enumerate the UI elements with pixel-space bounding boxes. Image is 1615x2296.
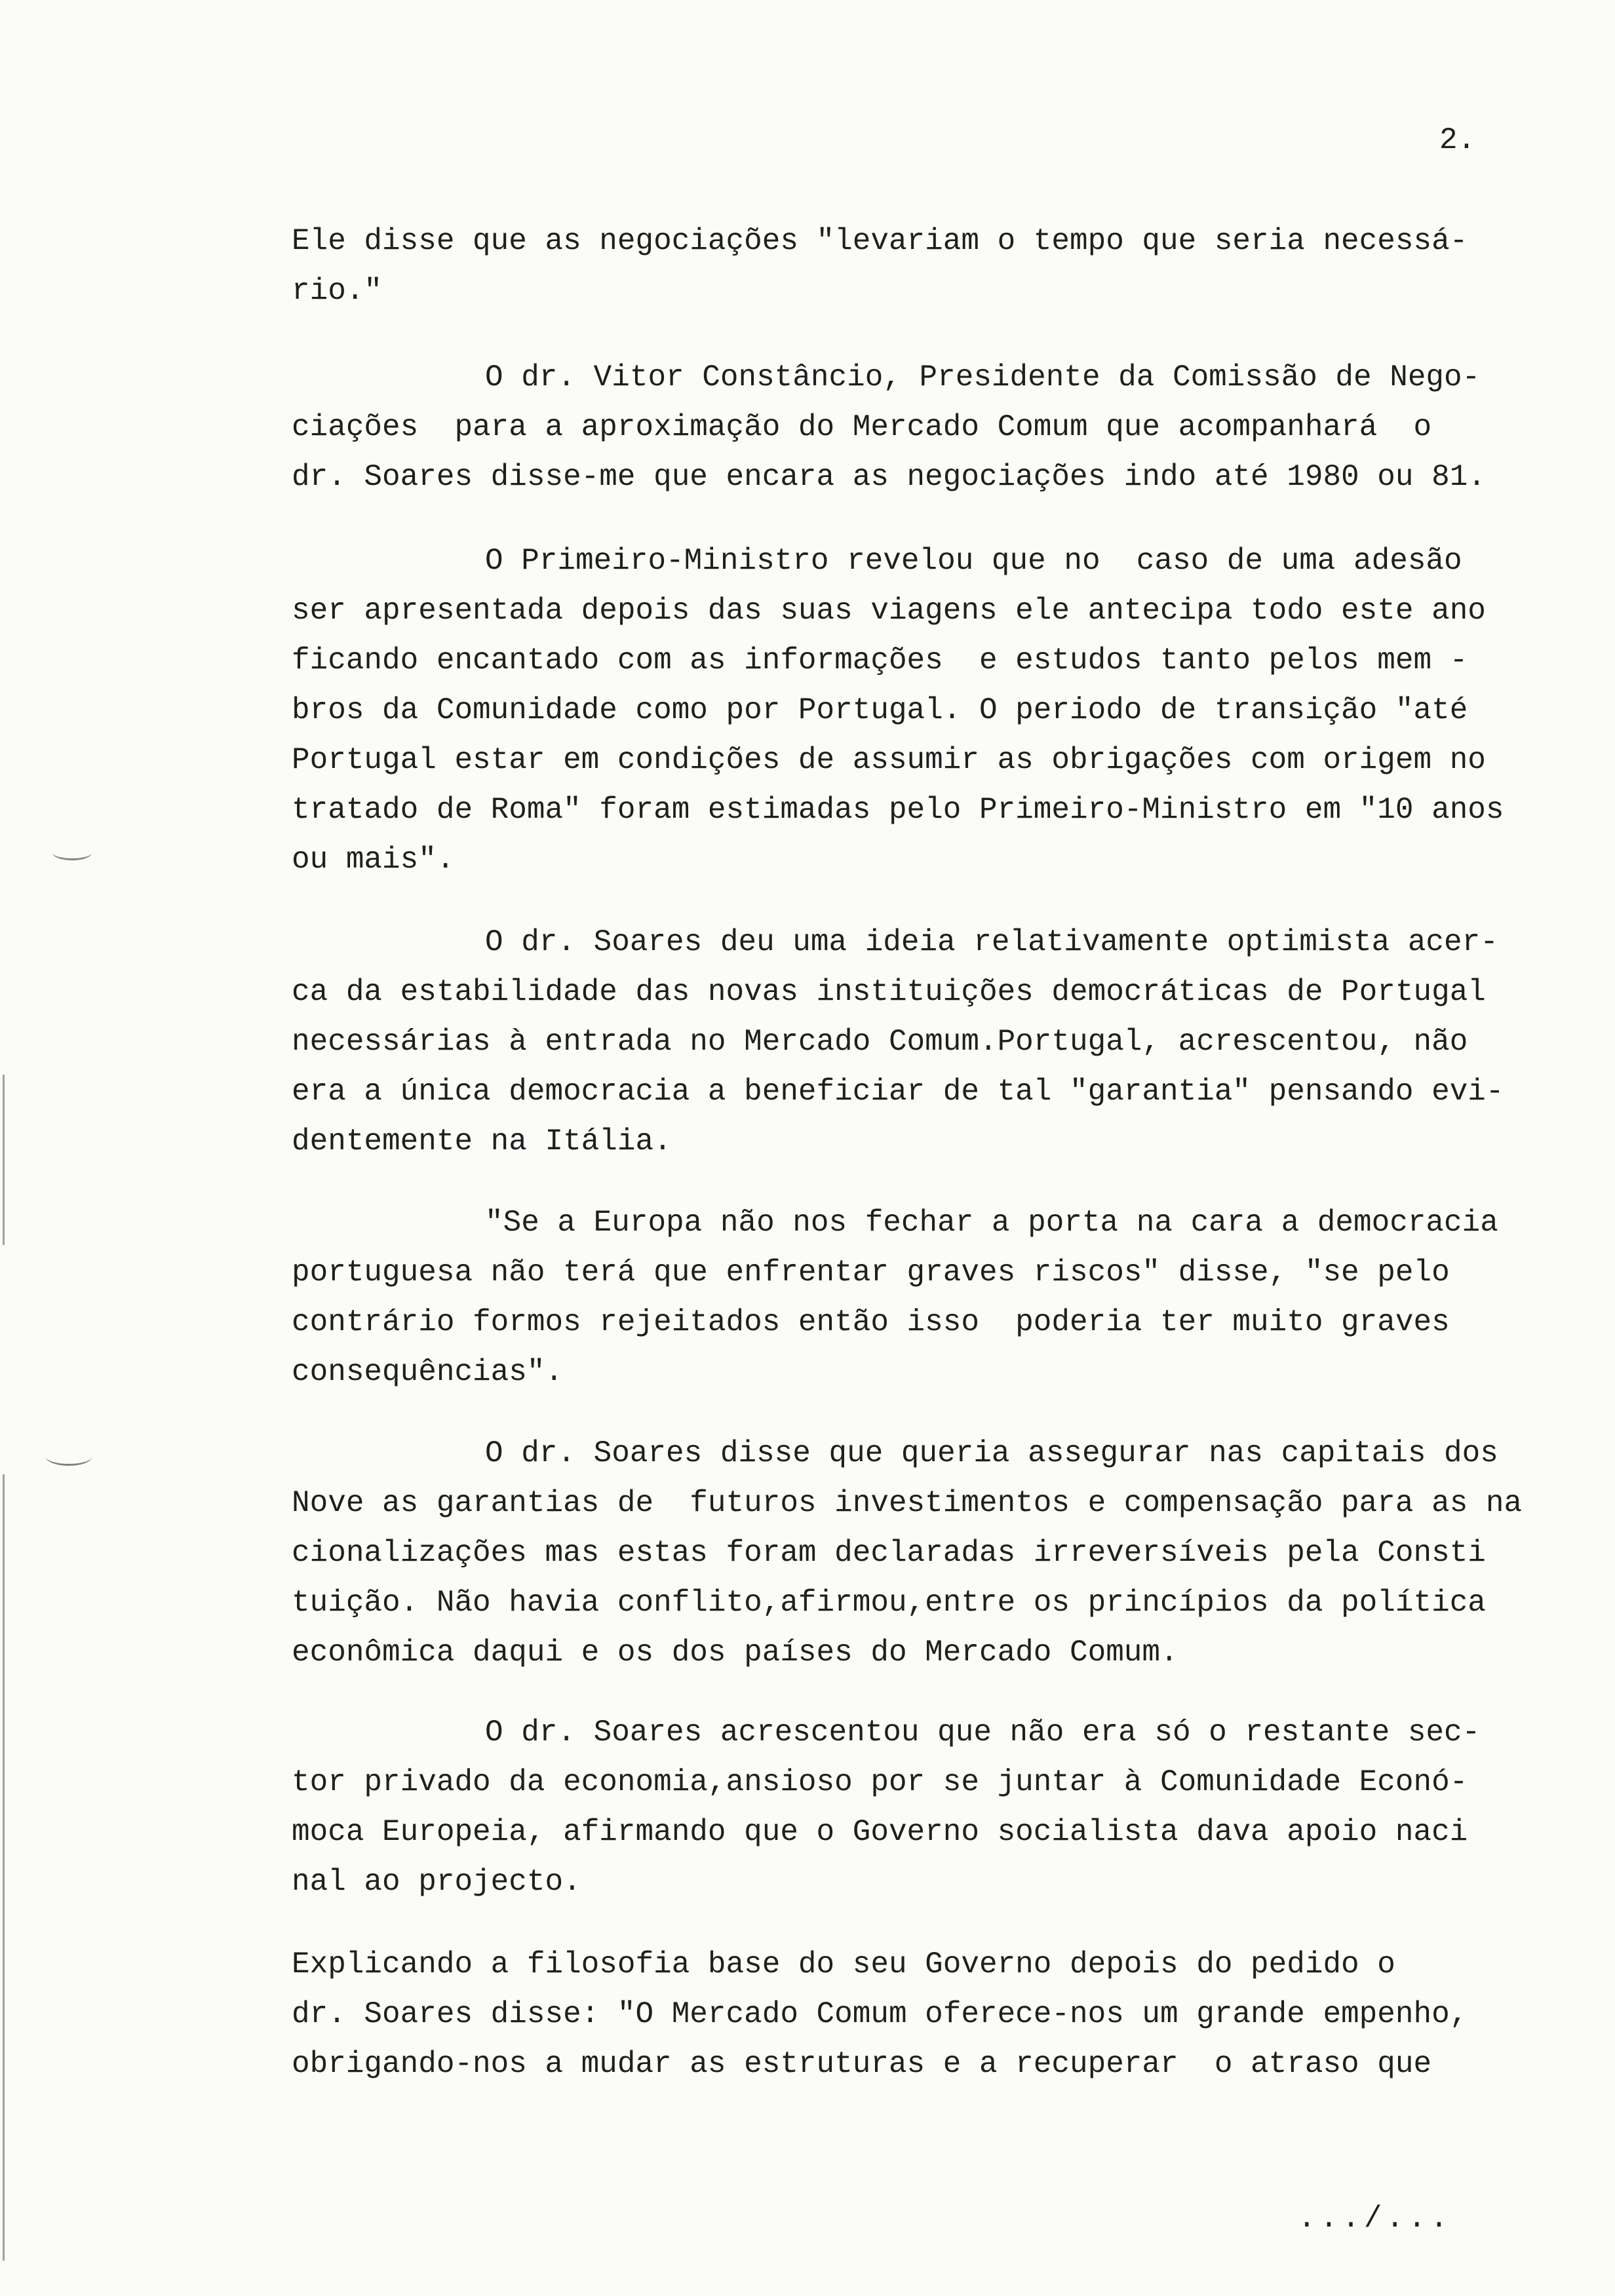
text-line: ser apresentada depois das suas viagens ele antecipa todo este ano: [292, 594, 1486, 628]
text-line: O dr. Soares acrescentou que não era só o restante sec-: [485, 1715, 1481, 1750]
text-line: moca Europeia, afirmando que o Governo socialista dava apoio naci: [292, 1815, 1468, 1849]
text-line: ciações para a aproximação do Mercado Comum que acompanhará o: [292, 410, 1432, 444]
text-line: portuguesa não terá que enfrentar graves riscos" disse, "se pelo: [292, 1255, 1450, 1290]
text-line: Explicando a filosofia base do seu Governo depois do pedido o: [292, 1947, 1395, 1981]
text-line: bros da Comunidade como por Portugal. O periodo de transição "até: [292, 693, 1468, 727]
paragraph: [292, 1940, 1596, 2089]
text-line: obrigando-nos a mudar as estruturas e a recuperar o atraso que: [292, 2047, 1432, 2081]
scan-edge-mark: [3, 1474, 5, 2261]
text-line: tuição. Não havia conflito,afirmou,entre os princípios da política: [292, 1586, 1486, 1620]
text-line: cionalizações mas estas foram declaradas irreversíveis pela Consti: [292, 1536, 1486, 1570]
text-line: contrário formos rejeitados então isso poderia ter muito graves: [292, 1305, 1450, 1339]
text-line: Nove as garantias de futuros investimentos e compensação para as na: [292, 1486, 1523, 1520]
scan-smudge: [52, 845, 92, 860]
text-line: nal ao projecto.: [292, 1865, 581, 1899]
text-line: econômica daqui e os dos países do Mercado Comum.: [292, 1636, 1178, 1670]
text-line: O dr. Vitor Constâncio, Presidente da Comissão de Nego-: [485, 360, 1481, 394]
text-line: dr. Soares disse-me que encara as negociações indo até 1980 ou 81.: [292, 460, 1486, 494]
text-line: ca da estabilidade das novas instituições democráticas de Portugal: [292, 975, 1486, 1009]
paragraph: [292, 536, 1596, 885]
scan-smudge: [46, 1448, 92, 1466]
text-line: necessárias à entrada no Mercado Comum.Portugal, acrescentou, não: [292, 1025, 1468, 1059]
text-line: "Se a Europa não nos fechar a porta na cara a democracia: [485, 1206, 1498, 1240]
page-number: 2.: [1439, 123, 1476, 157]
text-line: Portugal estar em condições de assumir as obrigações com origem no: [292, 743, 1486, 777]
text-line: ou mais".: [292, 843, 455, 877]
continued-marker: .../...: [1298, 2202, 1452, 2236]
text-line: tor privado da economia,ansioso por se juntar à Comunidade Econó-: [292, 1765, 1468, 1799]
text-line: O dr. Soares deu uma ideia relativamente optimista acer-: [485, 925, 1498, 959]
paragraph: [292, 216, 1596, 316]
text-line: rio.": [292, 274, 383, 308]
paragraph: [292, 1198, 1596, 1397]
text-line: dentemente na Itália.: [292, 1124, 672, 1158]
text-line: dr. Soares disse: "O Mercado Comum oferece-nos um grande empenho,: [292, 1997, 1468, 2031]
text-line: tratado de Roma" foram estimadas pelo Primeiro-Ministro em "10 anos: [292, 793, 1504, 827]
text-line: O dr. Soares disse que queria assegurar nas capitais dos: [485, 1436, 1498, 1470]
text-line: O Primeiro-Ministro revelou que no caso de uma adesão: [485, 544, 1462, 578]
text-line: ficando encantado com as informações e estudos tanto pelos mem -: [292, 643, 1468, 678]
scan-edge-mark: [3, 1075, 5, 1245]
paragraph: [292, 1428, 1596, 1677]
text-line: era a única democracia a beneficiar de tal "garantia" pensando evi-: [292, 1075, 1504, 1109]
paragraph: [292, 1708, 1596, 1907]
text-line: Ele disse que as negociações "levariam o tempo que seria necessá-: [292, 224, 1468, 258]
text-line: consequências".: [292, 1355, 564, 1389]
paragraph: [292, 917, 1596, 1166]
paragraph: [292, 353, 1596, 502]
